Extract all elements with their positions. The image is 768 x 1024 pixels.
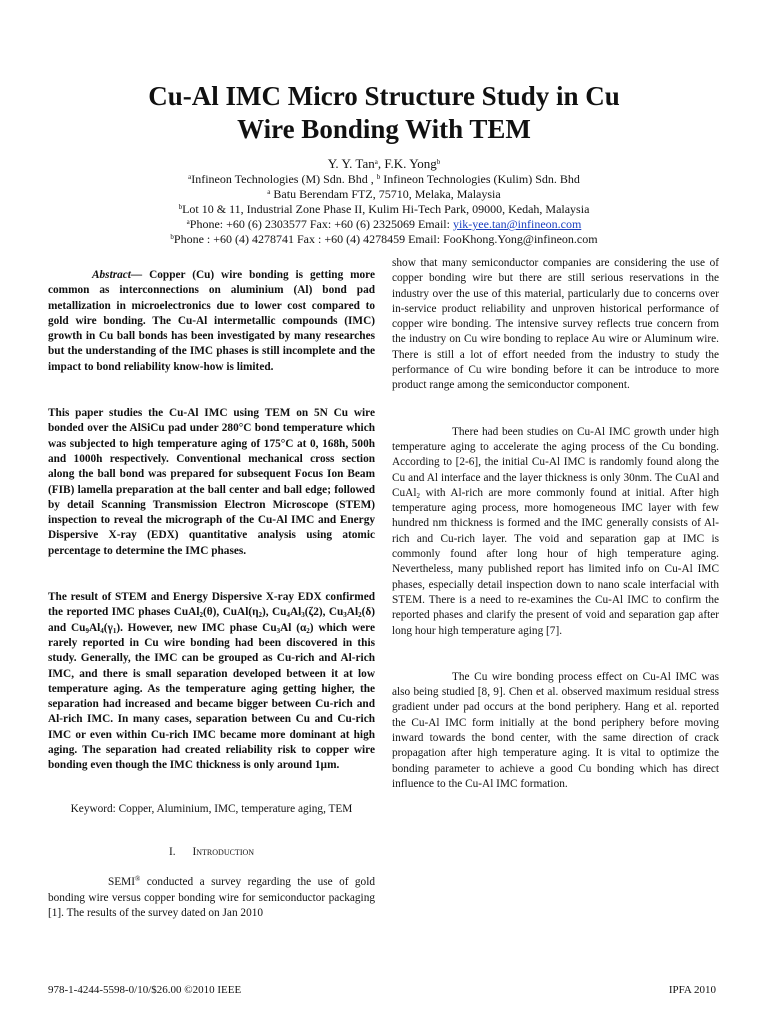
affiliation-address-b: Lot 10 & 11, Industrial Zone Phase II, Kulim Hi-Tech Park, 09000, Kedah, Malaysia	[182, 202, 590, 216]
abs3-sub1: 2	[199, 611, 203, 620]
abs3-sub5: 3	[343, 611, 347, 620]
affiliation-b: Infineon Technologies (Kulim) Sdn. Bhd	[383, 172, 580, 186]
intro-sub-2: 2	[416, 491, 420, 500]
intro-semi: SEMI	[108, 876, 135, 889]
abstract-paragraph-3	[48, 590, 375, 774]
abstract-paragraph-2: This paper studies the Cu-Al IMC using TEM on 5N Cu wire bonded over the AlSiCu pad under 280°C bond temperature which was subjected to high temperature aging of 175°C at 0, 168h, 500h and 1000h respectively. Conventional mechanical cross section along the ball bond was prepared for subsequent Focus Ion Beam (FIB) lamella preparation at the ball center and ball edge; followed by detail Scanning Transmission Electron Microscope (STEM) inspection to reveal the micrograph of the Cu-Al IMC and Energy Dispersive X-ray (EDX) quantitative analysis using atomic percentage to determine the IMC phases.	[48, 407, 375, 557]
abs3-b: (θ), CuAl(η	[202, 606, 259, 619]
abstract-text-1: Copper (Cu) wire bonding is getting more common as interconnections on aluminium (Al) bond pad metallization in microelectronics due to lower cost compared to gold wire bonding. The Cu-Al intermetallic compounds (IMC) growth in Cu ball bonds has been investigated by many researches but the understanding of the IMC phases is still incomplete and the impact to bond reliability know-how is limited.	[48, 269, 375, 373]
aff2-sup-a: a	[267, 188, 271, 196]
author-yong: , F.K. Yong	[377, 156, 437, 171]
contact-a: Phone: +60 (6) 2303577 Fax: +60 (6) 2325069 Email:	[189, 217, 453, 231]
title-line-1: Cu-Al IMC Micro Structure Study in Cu	[148, 81, 620, 111]
title-line-2: Wire Bonding With TEM	[237, 114, 531, 144]
abs3-d: Al	[289, 606, 302, 619]
section-number: I.	[168, 845, 176, 858]
abs3-sub9: 1	[112, 626, 117, 635]
abs3-sub3: 4	[286, 611, 290, 620]
intro-paragraph-1-continued: show that many semiconductor companies are considering the use of copper bonding wire but there are still serious reservations in the industry over the use of this material, particularly due to concerns over in-service product reliability and unproven historical performance of copper wire bonding. The intensive survey reflects true concern from the industry on Cu wire bonding to replace Au wire or Aluminum wire. There is still a lot of effort needed from the industry to study the performance of Cu wire bonding before it can be introduce to more product range among the semiconductor component.	[392, 257, 719, 392]
section-title: Introduction	[192, 845, 255, 858]
abs3-e: (ζ2), Cu	[304, 606, 344, 619]
intro-paragraph-1	[48, 875, 375, 921]
affiliation-line-3	[60, 202, 708, 217]
aff3-sup-b: b	[178, 203, 183, 211]
abs3-g: (δ) and Cu	[48, 606, 375, 634]
abs3-f: Al	[346, 606, 359, 619]
author-sup-b: b	[436, 158, 441, 166]
footer-copyright: 978-1-4244-5598-0/10/$26.00 ©2010 IEEE	[48, 984, 242, 996]
right-column	[392, 256, 719, 792]
contact-line-a	[60, 217, 708, 232]
keywords: Keyword: Copper, Aluminium, IMC, temperature aging, TEM	[70, 802, 353, 815]
paper-title	[60, 80, 708, 146]
abs3-sub11: 2	[306, 626, 310, 635]
author-block	[60, 156, 708, 247]
affiliation-line-1	[60, 172, 708, 187]
intro-text-1: conducted a survey regarding the use of gold bonding wire versus copper bonding wire for semiconductor packaging [1]. The results of the survey dated on Jan 2010	[48, 876, 375, 919]
author-sup-a: a	[374, 158, 378, 166]
intro-paragraph-2	[392, 425, 719, 639]
abs3-sub6: 2	[358, 611, 362, 620]
abs3-h: Al	[88, 621, 101, 634]
left-column	[48, 268, 375, 921]
contact-b: Phone : +60 (4) 4278741 Fax : +60 (4) 4278459 Email: FooKhong.Yong@infineon.com	[173, 232, 598, 246]
aff-sup-a: a	[188, 173, 192, 181]
footer-conference: IPFA 2010	[668, 984, 716, 996]
abs3-c: ), Cu	[262, 606, 287, 619]
intro-paragraph-3: The Cu wire bonding process effect on Cu-Al IMC was also being studied [8, 9]. Chen et al. observed maximum residual stress gradient under pad occurs at the bond periphery. Hang et al. reported the Cu-Al IMC form initially at the bond periphery before moving inward towards the bond center, with the same direction of crack propagation after high temperature aging. It is vital to optimize the bonding parameter to achieve a good Cu bonding which has direct influence to the Cu-Al IMC formation.	[392, 670, 719, 790]
registered-mark: ®	[135, 875, 141, 884]
abs3-sub10: 3	[276, 626, 281, 635]
abs3-sub7: 9	[85, 626, 89, 635]
abs3-sub2: 2	[258, 611, 263, 620]
contact-sup-a: a	[186, 218, 190, 226]
affiliation-line-2	[60, 187, 708, 202]
abs3-sub4: 3	[301, 611, 305, 620]
abstract-paragraph-1	[48, 268, 375, 375]
section-heading-introduction	[48, 845, 375, 860]
author-tan: Y. Y. Tan	[327, 156, 375, 171]
affiliation-a: Infineon Technologies (M) Sdn. Bhd ,	[191, 172, 374, 186]
abstract-label: Abstract—	[92, 269, 143, 281]
abs3-k: Al (α	[280, 621, 307, 634]
abs3-j: ). However, new IMC phase Cu	[116, 621, 277, 634]
abs3-a: The result of STEM and Energy Dispersive X-ray EDX confirmed the reported IMC phases CuAl	[48, 591, 375, 619]
abs3-l: ) which were rarely reported in Cu wire bonding had been discovered in this study. Generally, the IMC can be grouped as Cu-rich and Al-rich IMC, and there is small separation developed between it at low temperature aging. As the temperature aging getting higher, the separation had increased and became bigger between Cu-rich and Al-rich IMC. In many cases, separation between Cu and Cu-rich IMC or even within Cu-rich IMC became more dominant at high aging. The separation had created reliability risk to copper wire bonding even though the IMC thickness is only around 1µm.	[48, 621, 375, 772]
abs3-i: (γ	[103, 621, 113, 634]
contact-line-b	[60, 232, 708, 247]
email-link-a[interactable]: yik-yee.tan@infineon.com	[452, 217, 582, 231]
contact-sup-b: b	[170, 233, 174, 241]
aff-sup-b: b	[376, 173, 381, 181]
intro-text-2b: with Al-rich are more commonly found at initial. After high temperature aging process, more homogeneous IMC layer with few hundred nm thickness is formed and the IMC generally consists of Al-rich and Cu-rich layer. The void and separation gap at IMC is commonly found after long hour of high temperature aging. Nevertheless, many published report has limited info on Cu-Al IMC phases, especially detail inspection down to nano scale interfacial with STEM. There is a need to re-examines the Cu-Al IMC to confirm the reported phases and clarify the present of void and separation gap after long hour high temperature aging [7].	[392, 486, 719, 637]
abs3-sub8: 4	[100, 626, 104, 635]
author-names	[60, 156, 708, 171]
affiliation-address-a: Batu Berendam FTZ, 75710, Melaka, Malaysia	[273, 187, 501, 201]
intro-text-2a: There had been studies on Cu-Al IMC growth under high temperature aging to accelerate the aging process of the Cu bonding. According to [2-6], the initial Cu-Al IMC is randomly found along the Cu and Al interface and the layer thickness is only 30nm. The CuAl and CuAl	[392, 425, 719, 499]
